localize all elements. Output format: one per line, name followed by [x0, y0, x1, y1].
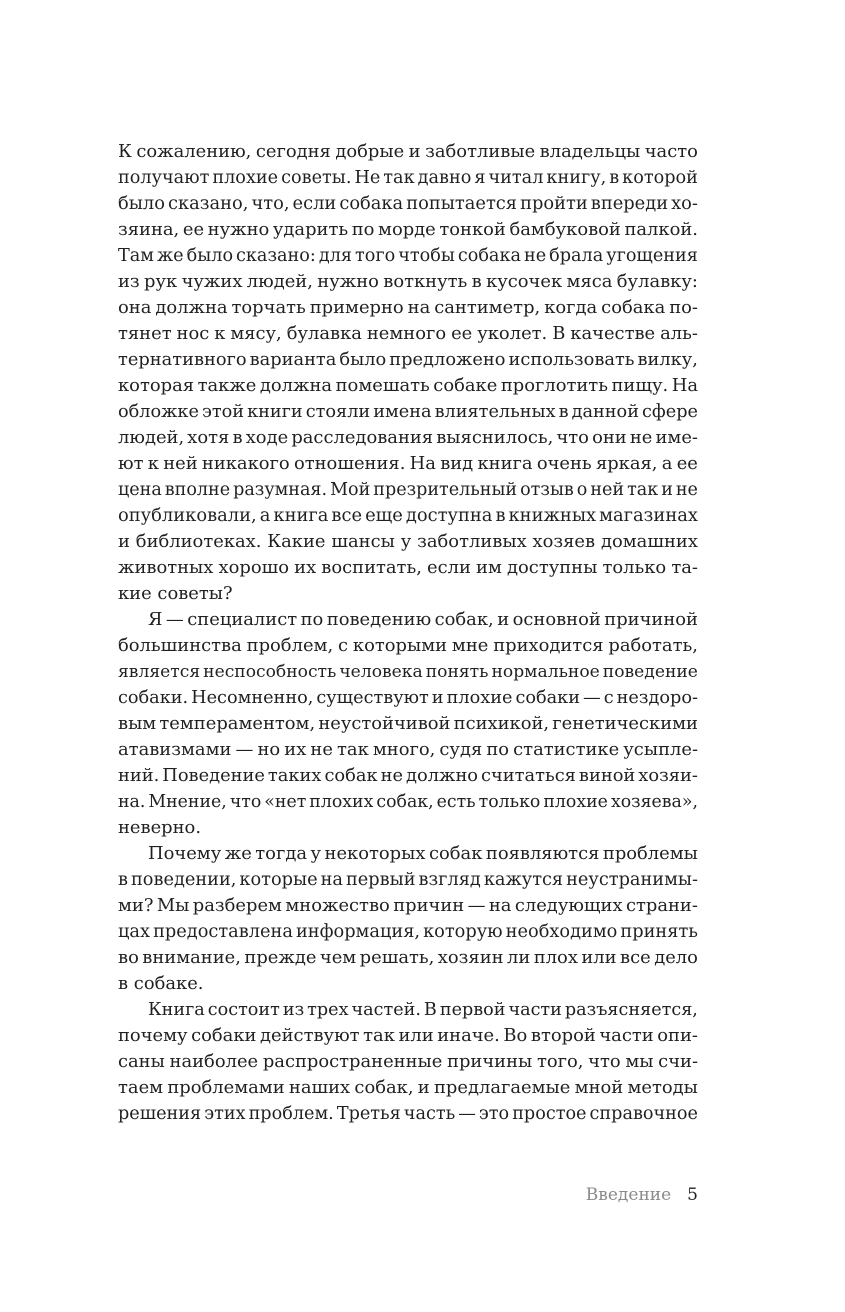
- text-line: ми? Мы разберем множество причин — на следующих страни-: [118, 895, 698, 916]
- text-line: атавизмами — но их не так много, судя по статистике усыпле-: [118, 739, 698, 760]
- text-line: почему собаки действуют так или иначе. Во второй части опи-: [118, 1025, 698, 1046]
- text-line: ний. Поведение таких собак не должно считаться виной хозяи-: [118, 765, 698, 786]
- text-line: зяина, ее нужно ударить по морде тонкой бамбуковой палкой.: [118, 219, 698, 240]
- text-line: саны наиболее распространенные причины того, что мы счи-: [118, 1051, 698, 1072]
- text-line: решения этих проблем. Третья часть — это простое справочное: [118, 1104, 698, 1124]
- text-line: Я — специалист по поведению собак, и основной причиной: [148, 609, 698, 630]
- running-footer-title: Введение: [585, 1185, 672, 1205]
- body-text: [118, 139, 698, 1127]
- text-line: и библиотеках. Какие шансы у заботливых хозяев домашних: [118, 531, 698, 552]
- text-line: тернативного варианта было предложено использовать вилку,: [118, 349, 698, 370]
- page-footer: [0, 1183, 698, 1207]
- text-line: ют к ней никакого отношения. На вид книга очень яркая, а ее: [118, 453, 698, 474]
- text-line: в собаке.: [118, 973, 204, 994]
- text-line: кие советы?: [118, 583, 233, 604]
- page-number: 5: [687, 1185, 698, 1205]
- text-line: во внимание, прежде чем решать, хозяин ли плох или все дело: [118, 947, 698, 968]
- text-line: Почему же тогда у некоторых собак появляются проблемы: [148, 843, 698, 864]
- text-line: обложке этой книги стояли имена влиятельных в данной сфере: [118, 402, 698, 422]
- text-line: является неспособность человека понять нормальное поведение: [118, 662, 698, 682]
- text-line: цена вполне разумная. Мой презрительный отзыв о ней так и не: [118, 480, 698, 500]
- text-line: из рук чужих людей, нужно воткнуть в кусочек мяса булавку:: [118, 271, 698, 292]
- text-line: вым темпераментом, неустойчивой психикой, генетическими: [118, 713, 698, 734]
- text-line: собаки. Несомненно, существуют и плохие собаки — с нездоро-: [118, 688, 698, 708]
- text-line: она должна торчать примерно на сантиметр, когда собака по-: [118, 297, 698, 318]
- text-line: тянет нос к мясу, булавка немного ее уколет. В качестве аль-: [118, 323, 698, 344]
- text-line: К сожалению, сегодня добрые и заботливые владельцы часто: [118, 141, 698, 162]
- text-line: животных хорошо их воспитать, если им доступны только та-: [118, 557, 698, 578]
- text-line: было сказано, что, если собака попытается пройти впереди хо-: [118, 193, 698, 214]
- text-line: опубликовали, а книга все еще доступна в книжных магазинах: [118, 505, 698, 526]
- text-line: на. Мнение, что «нет плохих собак, есть только плохие хозяева»,: [118, 792, 698, 812]
- text-line: Книга состоит из трех частей. В первой части разъясняется,: [148, 1000, 698, 1020]
- text-line: которая также должна помешать собаке проглотить пищу. На: [118, 375, 698, 396]
- text-line: большинства проблем, с которыми мне приходится работать,: [118, 635, 698, 656]
- text-line: в поведении, которые на первый взгляд кажутся неустранимы-: [118, 870, 698, 890]
- text-line: таем проблемами наших собак, и предлагаемые мной методы: [118, 1077, 698, 1098]
- text-line: людей, хотя в ходе расследования выяснилось, что они не име-: [118, 427, 698, 448]
- text-line: Там же было сказано: для того чтобы собака не брала угощения: [118, 246, 698, 266]
- text-line: цах предоставлена информация, которую необходимо принять: [118, 922, 698, 942]
- text-line: неверно.: [118, 817, 202, 838]
- text-line: получают плохие советы. Не так давно я читал книгу, в которой: [118, 168, 698, 188]
